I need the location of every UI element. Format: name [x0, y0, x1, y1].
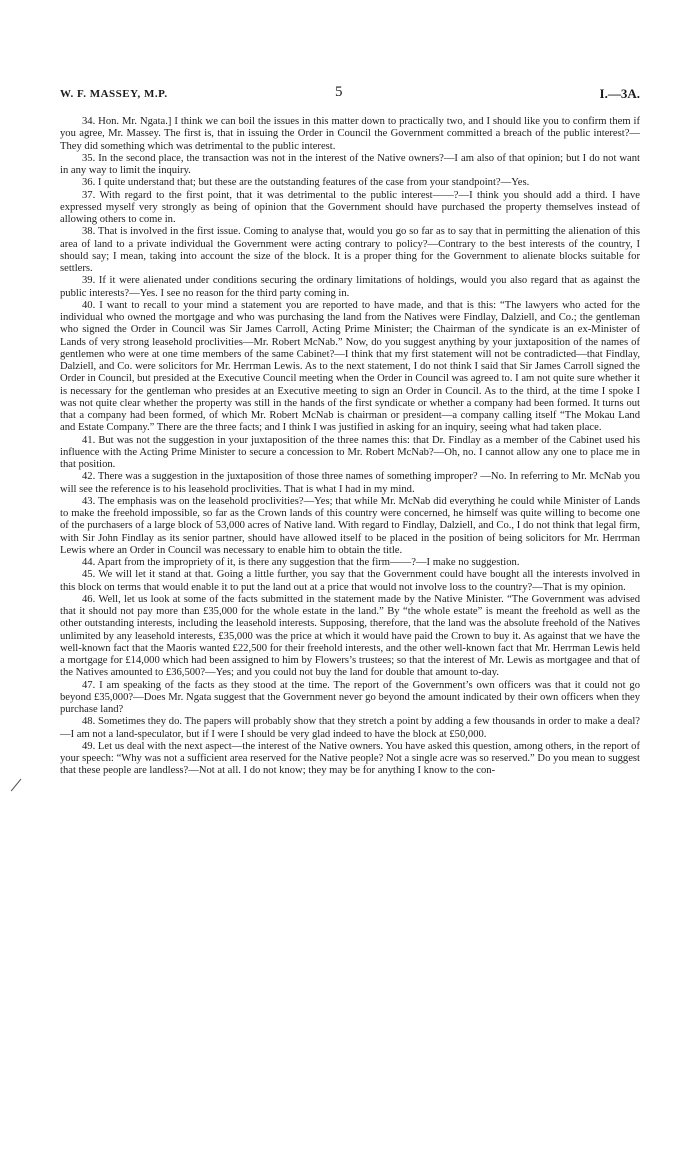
paragraph-36: 36. I quite understand that; but these are the outstanding features of the case from your standpoint?—Yes. [82, 177, 530, 189]
paragraph-38: 38. That is involved in the first issue. Coming to analyse that, would you go so far as to say that in permitting the alienation of this area of land to a private individual the Government were acting contrary to policy?—Contrary to the best interests of the country, I should say; I mean, taking into account the size of the block. It is a proper thing for the Government to alienate blocks suitable for settlers. [60, 226, 640, 274]
paragraph-45: 45. We will let it stand at that. Going a little further, you say that the Government could have bought all the interests involved in this block on terms that would enable it to put the land out at a price that would not involve loss to the country?—That is my opinion. [60, 569, 640, 593]
paragraph-49: 49. Let us deal with the next aspect—the interest of the Native owners. You have asked this question, among others, in the report of your speech: “Why was not a sufficient area reserved for the Native people? Not a single acre was so reserved.” Do you mean to suggest that these people are landless?—Not at all. I do not know; they may be for anything I know to the con- [60, 740, 640, 777]
paragraph-34: 34. Hon. Mr. Ngata.] I think we can boil the issues in this matter down to practically two, and I should like you to confirm them if you agree, Mr. Massey. The first is, that in issuing the Order in Council the Government committed a breach of the public interest?—They did something which was detrimental to the public interest. [60, 116, 640, 152]
paper-code: I.—3A. [599, 86, 640, 101]
document-body [60, 116, 640, 778]
page-header [60, 86, 640, 108]
paragraph-35: 35. In the second place, the transaction was not in the interest of the Native owners?—I am also of that opinion; but I do not want in any way to limit the inquiry. [60, 152, 640, 176]
paragraph-44: 44. Apart from the impropriety of it, is there any suggestion that the firm——?—I make no suggestion. [82, 557, 520, 568]
margin-pencil-mark [10, 778, 22, 792]
author-heading: W. F. MASSEY, M.P. [60, 88, 168, 100]
paragraph-41: 41. But was not the suggestion in your juxtaposition of the three names this: that Dr. Findlay as a member of the Cabinet used his influence with the Acting Prime Minister to secure a concession to Mr. Robert McNab?—Oh, no. I cannot allow any one to place me in that position. [60, 434, 640, 470]
document-page [60, 86, 640, 778]
paragraph-48: 48. Sometimes they do. The papers will probably show that they stretch a point by adding a few thousands in order to make a deal?—I am not a land-speculator, but if I were I should be very glad indeed to have the block at £50,000. [60, 716, 640, 740]
paragraph-37: 37. With regard to the first point, that it was detrimental to the public interest——?—I think you should add a third. I have expressed myself very strongly as being of opinion that the Government should have purchased the property themselves instead of allowing others to come in. [60, 189, 640, 225]
paragraph-40: 40. I want to recall to your mind a statement you are reported to have made, and that is this: “The lawyers who acted for the individual who owned the mortgage and who was purchasing the land from the Natives were Findlay, Dalziell, and Co.; the gentleman who signed the Order in Council was Sir James Carroll, Acting Prime Minister; the Chairman of the syndicate is an ex-Minister of Lands of very strong leasehold proclivities—Mr. Robert McNab.” Now, do you suggest anything by your juxtaposition of the names of gentlemen who were at one time members of the same Cabinet?—I think that my first statement will not be contradicted—that Findlay, Dalziell, and Co. were solicitors for Mr. Herrman Lewis. As to the next statement, I do not think I said that Sir James Carroll signed the Order in Council, but presided at the Executive Council meeting when the Order in Council was agreed to. I am not quite sure whether it is necessary for the gentleman who presides at an Executive meeting to sign an Order in Council. As to the third, at the time I spoke I was not quite clear whether the property was still in the hands of the first syndicate or whether a company had been formed. It turns out that a company had been formed, of which Mr. Robert McNab is chairman or president—a company calling itself “The Mokau Land and Estate Company.” There are the three facts; and I think I was justified in asking for an inquiry, seeing what had taken place. [60, 299, 640, 434]
paragraph-39: 39. If it were alienated under conditions securing the ordinary limitations of holdings, would you also regard that as against the public interests?—Yes. I see no reason for the third party coming in. [60, 275, 640, 299]
paragraph-43: 43. The emphasis was on the leasehold proclivities?—Yes; that while Mr. McNab did everything he could while Minister of Lands to make the freehold impossible, so far as the Crown lands of this country were concerned, he himself was quite willing to become one of the purchasers of a large block of 53,000 acres of Native land. With regard to Findlay, Dalziell, and Co., I do not think that legal firm, with Sir John Findlay as its senior partner, should have allowed itself to be placed in the position of being solicitors for Mr. Herrman Lewis where an Order in Council was necessary to enable him to obtain the title. [60, 495, 640, 556]
page-number: 5 [335, 84, 343, 100]
paragraph-46: 46. Well, let us look at some of the facts submitted in the statement made by the Native Minister. “The Government was advised that it should not pay more than £35,000 for the whole estate in the land.” By “the whole estate” is meant the freehold as well as the other outstanding interests, including the leasehold interests. Supposing, therefore, that the land was the absolute freehold of the Natives unlimited by any leasehold interests, £35,000 was the price at which it would have paid the Crown to buy it. As against that we have the well-known fact that the Maoris wanted £22,500 for their freehold interests, and the other well-known fact that Mr. Herrman Lewis held a mortgage for £14,000 which had been assigned to him by Flowers’s trustees; so that the interest of Mr. Lewis as mortgagee and that of the Natives amounted to £36,500?—Yes; and you could not buy the land for double that amount to-day. [60, 593, 640, 679]
paragraph-47: 47. I am speaking of the facts as they stood at the time. The report of the Government’s own officers was that it could not go beyond £35,000?—Does Mr. Ngata suggest that the Government never go beyond the amount indicated by their own officers when they purchase land? [60, 679, 640, 715]
paragraph-42: 42. There was a suggestion in the juxtaposition of those three names of something improper? —No. In referring to Mr. McNab you will see the reference is to his leasehold proclivities. That is what I had in my mind. [60, 471, 640, 495]
